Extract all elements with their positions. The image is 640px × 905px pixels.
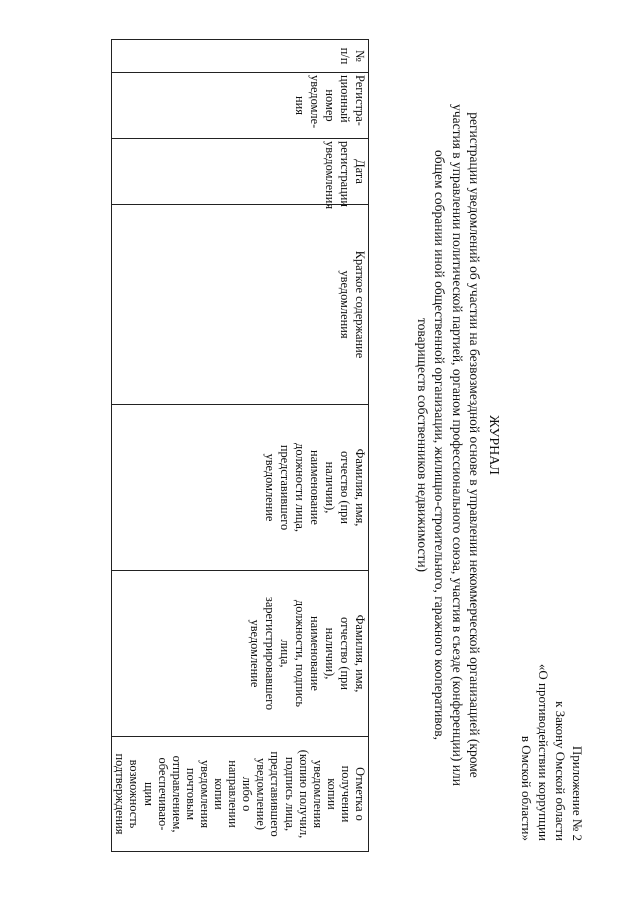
appendix-line-4: в Омской области» [519,735,534,841]
journal-title [414,45,503,845]
header-registration-number: Регистра- ционный номер уведомле- ния [112,73,369,139]
appendix-line-3: «О противодействии коррупции [536,663,551,841]
header-number: № п/п [112,40,369,73]
header-registrar: Фамилия, имя, отчество (при наличии), наименование должности, подпись лица, зарегистрировавшего уведомление [112,571,369,737]
appendix-line-1: Приложение № 2 [570,745,585,841]
header-submitter: Фамилия, имя, отчество (при наличии), наименование должности лица, представившего уведомление [112,405,369,571]
journal-subtitle-line-3: общем собрании иной общественной организации, жилищно-строительного, гаражного кооперативов, [432,149,448,741]
journal-subtitle-line-1: регистрации уведомлений об участии на безвозмездной основе в управлении некоммерческой организацией (кроме [467,112,483,778]
table-header-row [112,40,369,852]
header-copy-mark: Отметка о получении копии уведомления (копию получил, подпись лица, представившего уведомление) либо о направлении копии уведомления почтовым отправлением, обеспечиваю- щим возможность подтверждения [112,737,369,852]
journal-subtitle-line-2: участия в управлении политической партией, органом профессионального союза, участия в съезде (конференции) или [450,104,465,786]
header-summary: Краткое содержание уведомления [112,205,369,405]
journal-table [111,39,369,852]
appendix-header [518,541,586,841]
rotated-content [113,35,586,855]
header-registration-date: Дата регистрации уведомления [112,139,369,205]
journal-subtitle-line-4: товариществ собственников недвижимости) [415,317,430,573]
appendix-line-2: к Закону Омской области [553,701,568,841]
journal-heading: ЖУРНАЛ [486,415,501,475]
